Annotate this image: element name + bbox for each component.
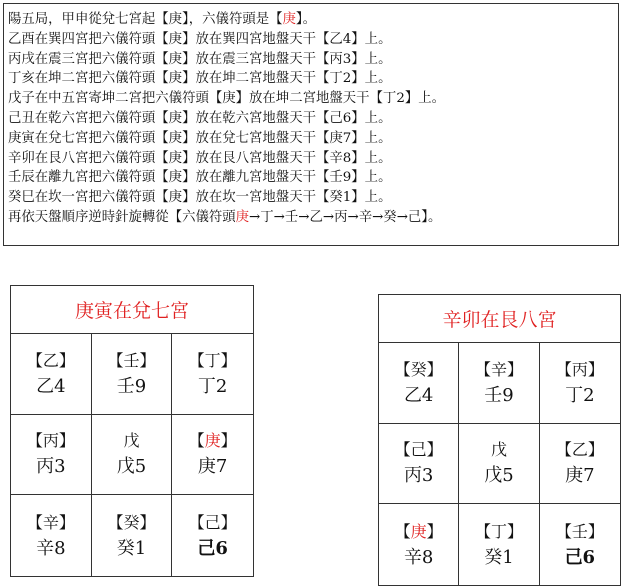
text-segment: 【: [188, 431, 205, 451]
text-line: [8, 30, 614, 50]
palace-cell: [540, 424, 620, 505]
palace-cell: [459, 424, 539, 505]
heaven-plate-stem: 【丙】: [555, 359, 604, 379]
grid-title: 庚寅在兌七宮: [11, 286, 253, 334]
heaven-plate-stem: 【乙】: [26, 350, 75, 370]
text-segment: →丁→壬→乙→丙→辛→癸→己】。: [249, 209, 442, 225]
palace-cell: [379, 424, 459, 505]
heaven-plate-stem: 【癸】: [107, 512, 156, 532]
palace-cell: [172, 495, 253, 576]
text-segment: 【: [394, 521, 411, 541]
heaven-plate-stem: 戊: [123, 431, 140, 451]
earth-plate-stem: 丁2: [197, 375, 228, 397]
earth-plate-stem: 己6: [564, 546, 596, 568]
heaven-plate-stem: 【辛】: [26, 512, 75, 532]
earth-plate-stem: 乙4: [36, 375, 66, 397]
earth-plate-stem: 壬9: [116, 375, 147, 397]
palace-cell: [459, 504, 539, 585]
heaven-plate-stem: 【癸】: [394, 359, 443, 379]
highlight-text: 庚: [204, 431, 221, 451]
palace-grid-left: [10, 285, 254, 577]
text-segment: 丙戌在震三宮把六儀符頭【庚】放在震三宮地盤天干【丙3】上。: [8, 51, 392, 67]
text-line: [8, 109, 614, 129]
text-segment: 】。: [295, 12, 316, 27]
text-line: [8, 50, 614, 70]
palace-cell: [92, 495, 173, 576]
heaven-plate-stem: 【己】: [394, 440, 443, 460]
palace-cell: [379, 504, 459, 585]
earth-plate-stem: 庚7: [197, 456, 228, 478]
heaven-plate-stem: 【乙】: [555, 440, 604, 460]
explanation-text-box: [3, 3, 619, 246]
text-segment: 丁亥在坤二宮把六儀符頭【庚】放在坤二宮地盤天干【丁2】上。: [8, 71, 392, 87]
palace-cell: [11, 415, 92, 496]
earth-plate-stem: 辛8: [36, 537, 66, 559]
heaven-plate-stem: 【壬】: [107, 350, 156, 370]
palace-grid-right: [378, 294, 621, 586]
text-line: [8, 188, 614, 208]
earth-plate-stem: 癸1: [484, 546, 514, 568]
palace-cell: [459, 343, 539, 424]
highlight-text: 庚: [282, 12, 296, 27]
heaven-plate-stem: 【己】: [188, 512, 237, 532]
highlight-text: 庚: [235, 209, 250, 225]
earth-plate-stem: 丙3: [403, 465, 434, 487]
palace-cell: [11, 495, 92, 576]
heaven-plate-stem: 【壬】: [555, 521, 604, 541]
text-segment: 】: [220, 431, 237, 451]
text-segment: 陽五局，甲申從兌七宮起【庚】，六儀符頭是【: [8, 12, 283, 27]
text-line: [8, 168, 614, 188]
palace-cell: [11, 334, 92, 415]
text-line: [8, 208, 614, 228]
earth-plate-stem: 丙3: [36, 456, 66, 478]
heaven-plate-stem: 【辛】: [474, 359, 523, 379]
earth-plate-stem: 戊5: [116, 456, 147, 478]
text-segment: 】: [426, 521, 443, 541]
text-line: [8, 89, 614, 109]
text-segment: 戊子在中五宮寄坤二宮把六儀符頭【庚】放在坤二宮地盤天干【丁2】上。: [8, 91, 446, 107]
text-line: [8, 129, 614, 149]
palace-cell: [540, 504, 620, 585]
palace-cell: [92, 334, 173, 415]
heaven-plate-stem: 戊: [490, 440, 507, 460]
text-segment: 癸巳在坎一宮把六儀符頭【庚】放在坎一宮地盤天干【癸1】上。: [8, 190, 392, 206]
earth-plate-stem: 癸1: [116, 537, 147, 559]
text-line: [8, 149, 614, 169]
palace-cell: [540, 343, 620, 424]
text-segment: 壬辰在離九宮把六儀符頭【庚】放在離九宮地盤天干【壬9】上。: [8, 170, 392, 186]
palace-cell: [379, 343, 459, 424]
palace-cell: [92, 415, 173, 496]
heaven-plate-stem: [189, 428, 237, 454]
earth-plate-stem: 己6: [197, 537, 228, 559]
earth-plate-stem: 庚7: [565, 465, 595, 487]
text-segment: 辛卯在艮八宮把六儀符頭【庚】放在艮八宮地盤天干【辛8】上。: [8, 150, 392, 166]
text-segment: 己丑在乾六宮把六儀符頭【庚】放在乾六宮地盤天干【己6】上。: [8, 110, 392, 126]
grid-title: 辛卯在艮八宮: [379, 295, 620, 343]
earth-plate-stem: 戊5: [484, 465, 514, 487]
highlight-text: 庚: [410, 521, 427, 541]
earth-plate-stem: 壬9: [484, 384, 514, 406]
earth-plate-stem: 丁2: [565, 384, 595, 406]
palace-cell: [172, 415, 253, 496]
heaven-plate-stem: [395, 519, 443, 545]
text-segment: 再依天盤順序逆時針旋轉從【六儀符頭: [8, 209, 236, 225]
text-segment: 庚寅在兌七宮把六儀符頭【庚】放在兌七宮地盤天干【庚7】上。: [8, 130, 392, 146]
text-segment: 乙酉在巽四宮把六儀符頭【庚】放在巽四宮地盤天干【乙4】上。: [8, 31, 392, 47]
earth-plate-stem: 乙4: [403, 384, 434, 406]
heaven-plate-stem: 【丁】: [474, 521, 523, 541]
earth-plate-stem: 辛8: [403, 546, 434, 568]
heaven-plate-stem: 【丙】: [26, 431, 75, 451]
palace-cell: [172, 334, 253, 415]
text-line: [8, 69, 614, 89]
heaven-plate-stem: 【丁】: [188, 350, 237, 370]
text-line: [8, 10, 614, 30]
